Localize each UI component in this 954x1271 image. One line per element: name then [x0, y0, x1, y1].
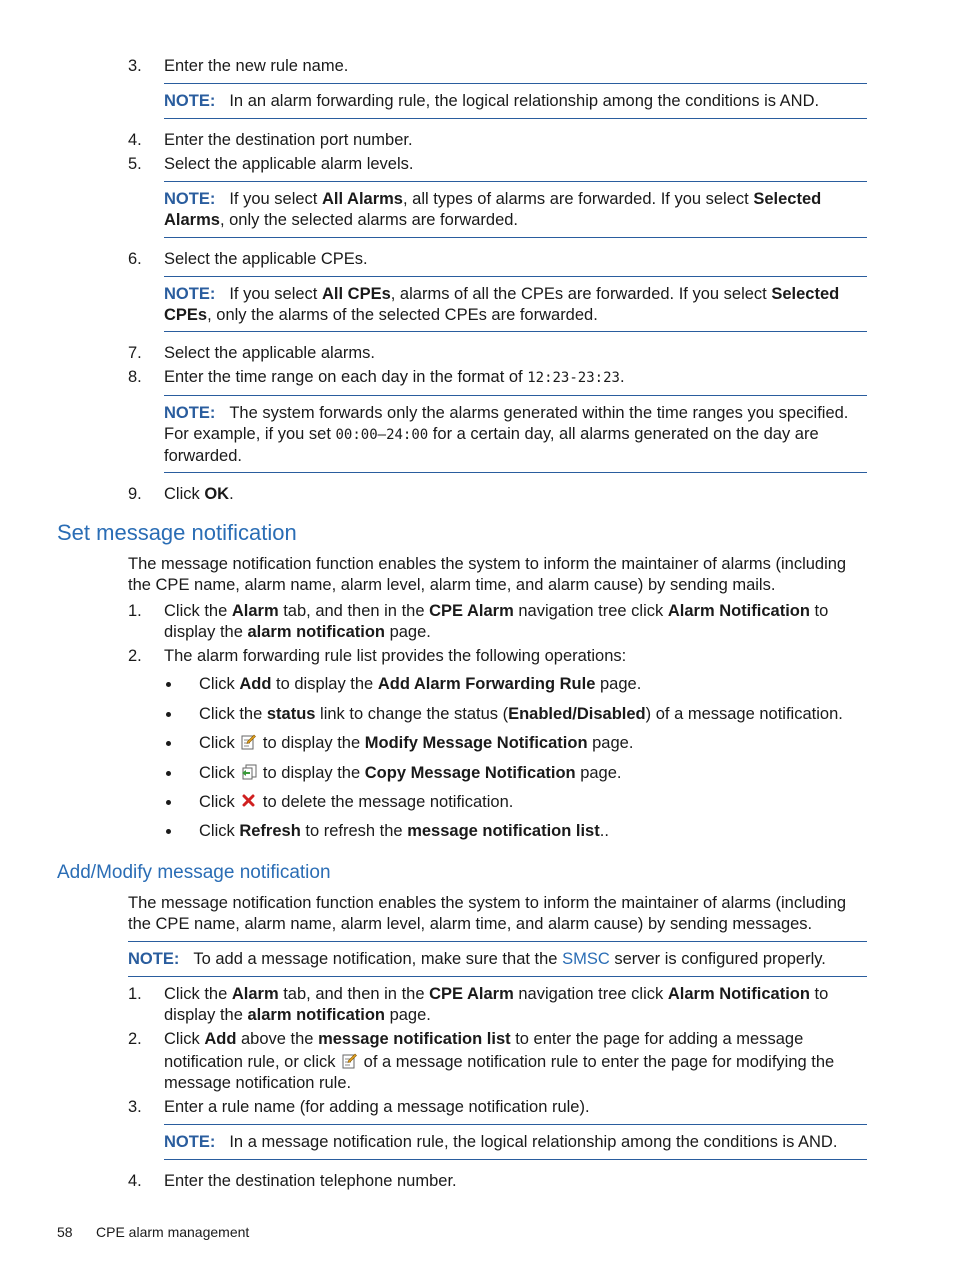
step-text-part: tab, and then in the — [278, 602, 430, 620]
bullet-text — [199, 792, 513, 813]
step-bold: alarm notification — [247, 623, 385, 641]
bullet-bold: Refresh — [239, 822, 301, 840]
step-text: Enter the destination port number. — [164, 131, 413, 149]
step-text-part: page. — [385, 623, 431, 641]
step-text-part: of a message notification rule to enter the page for modifying the — [359, 1053, 835, 1071]
step-text — [164, 1029, 803, 1050]
note-label: NOTE: — [164, 92, 216, 110]
step-text-part: Click — [164, 1030, 205, 1048]
note-box — [164, 181, 867, 238]
step-text — [164, 367, 625, 389]
step-text-part: Click the — [164, 985, 232, 1003]
step-text — [164, 484, 234, 505]
bullet-text — [199, 674, 641, 695]
step-text — [164, 622, 431, 643]
step-text: message notification rule. — [164, 1074, 352, 1092]
note-text: , all types of alarms are forwarded. If you select — [403, 190, 754, 208]
bullet-bold: Enabled/Disabled — [508, 705, 646, 723]
bullet-text-part: page. — [575, 764, 622, 782]
step-text-part: display the — [164, 1006, 248, 1024]
edit-icon[interactable] — [241, 734, 256, 750]
step-text-part: Click — [164, 485, 205, 503]
step-bold: CPE Alarm — [429, 985, 514, 1003]
note-bold: Selected — [771, 285, 840, 303]
note-label: NOTE: — [164, 404, 216, 422]
note-label: NOTE: — [128, 950, 180, 968]
note-text: In a message notification rule, the logical relationship among the conditions is AND. — [229, 1133, 838, 1151]
note-bold: CPEs — [164, 306, 208, 324]
bullet-bold: status — [266, 705, 316, 723]
step-bold: Alarm — [231, 602, 279, 620]
step-number: 3. — [128, 1098, 142, 1116]
intro-line: the CPE name, alarm name, alarm level, alarm time, and alarm cause) by sending messages. — [128, 915, 813, 933]
step-text-part: to — [809, 985, 829, 1003]
note-box — [164, 276, 867, 332]
bullet-text-part: Click the — [199, 705, 267, 723]
step-bold: Add — [204, 1030, 237, 1048]
bullet-text — [199, 733, 633, 754]
time-format-code: 12:23-23:23 — [527, 370, 620, 386]
note-text: For example, if you set — [164, 425, 336, 443]
step-text-part: . — [229, 485, 234, 503]
note-box — [164, 1124, 867, 1160]
bullet-text — [199, 763, 622, 784]
bullet-text-part: Click — [199, 734, 240, 752]
step-number: 3. — [128, 57, 142, 75]
step-text-part: notification rule, or click — [164, 1053, 341, 1071]
note-text: To add a message notification, make sure that the — [193, 950, 563, 968]
step-text-part: Click the — [164, 602, 232, 620]
intro-line: The message notification function enables the system to inform the maintainer of alarms (including — [128, 555, 847, 573]
note-text: for a certain day, all alarms generated on the day are — [428, 425, 819, 443]
step-text-part: to — [809, 602, 829, 620]
copy-icon[interactable] — [241, 764, 256, 780]
bullet-text-part: Click — [199, 822, 240, 840]
step-text: The alarm forwarding rule list provides the following operations: — [164, 647, 627, 665]
page-number: 58 — [57, 1224, 73, 1240]
step-text-part: display the — [164, 623, 248, 641]
bullet-text-part: Click — [199, 675, 240, 693]
step-number: 1. — [128, 985, 142, 1003]
step-number: 9. — [128, 485, 142, 503]
step-number: 4. — [128, 1172, 142, 1190]
note-box — [164, 83, 867, 119]
step-text — [164, 984, 828, 1005]
step-number: 7. — [128, 344, 142, 362]
note-text: , only the selected alarms are forwarded. — [219, 211, 519, 229]
note-text: In an alarm forwarding rule, the logical relationship among the conditions is AND. — [229, 92, 820, 110]
note-text: forwarded. — [164, 447, 242, 465]
step-number: 5. — [128, 155, 142, 173]
bullet-text-part: to delete the message notification. — [258, 793, 514, 811]
step-bold: Alarm — [231, 985, 279, 1003]
intro-line: The message notification function enables the system to inform the maintainer of alarms (including — [128, 894, 847, 912]
step-text-part: to enter the page for adding a message — [510, 1030, 804, 1048]
note-label: NOTE: — [164, 190, 216, 208]
step-bold: alarm notification — [247, 1006, 385, 1024]
step-number: 4. — [128, 131, 142, 149]
bullet-text-part: link to change the status ( — [315, 705, 509, 723]
note-bold: Alarms — [164, 211, 220, 229]
bullet-text — [199, 821, 609, 842]
step-text-part: navigation tree click — [513, 602, 668, 620]
subsection-heading: Add/Modify message notification — [57, 862, 331, 883]
note-text: server is configured properly. — [609, 950, 826, 968]
edit-icon[interactable] — [342, 1053, 357, 1069]
step-text — [164, 1052, 834, 1073]
note-bold: Selected — [753, 190, 822, 208]
delete-icon[interactable] — [241, 793, 256, 809]
bullet-bold: Add — [239, 675, 272, 693]
step-text-part: . — [619, 368, 625, 386]
step-text-part: page. — [385, 1006, 431, 1024]
step-text — [164, 1005, 431, 1026]
bullet-bold: message notification list — [407, 822, 600, 840]
step-bold: message notification list — [318, 1030, 511, 1048]
step-number: 2. — [128, 1030, 142, 1048]
step-text-part: navigation tree click — [513, 985, 668, 1003]
intro-line: the CPE name, alarm name, alarm level, alarm time, and alarm cause) by sending mails. — [128, 576, 776, 594]
bullet-text-part: to display the — [258, 734, 365, 752]
step-text: Select the applicable CPEs. — [164, 250, 368, 268]
bullet-text-part: .. — [599, 822, 609, 840]
bullet-text-part: to display the — [271, 675, 378, 693]
step-bold: OK — [204, 485, 230, 503]
note-box — [164, 395, 867, 473]
bullet-text-part: to display the — [258, 764, 365, 782]
time-range-code: 00:00–24:00 — [335, 427, 429, 443]
section-heading: Set message notification — [57, 520, 297, 545]
note-text: The system forwards only the alarms generated within the time ranges you specified. — [229, 404, 849, 422]
bullet-text-part: page. — [595, 675, 642, 693]
bullet-text-part: ) of a message notification. — [645, 705, 843, 723]
step-bold: Alarm Notification — [667, 985, 810, 1003]
step-text: Enter the new rule name. — [164, 57, 349, 75]
step-text-part: tab, and then in the — [278, 985, 430, 1003]
note-text: If you select — [229, 190, 322, 208]
step-number: 1. — [128, 602, 142, 620]
note-text: , only the alarms of the selected CPEs are forwarded. — [207, 306, 598, 324]
note-bold: All CPEs — [321, 285, 391, 303]
bullet-text — [199, 704, 843, 725]
note-label: NOTE: — [164, 285, 216, 303]
bullet-bold: Copy Message Notification — [364, 764, 576, 782]
bullet-text-part: page. — [587, 734, 634, 752]
bullet-text-part: to refresh the — [300, 822, 408, 840]
step-number: 8. — [128, 368, 142, 386]
footer-title: CPE alarm management — [96, 1224, 250, 1240]
step-number: 2. — [128, 647, 142, 665]
bullet-text-part: Click — [199, 764, 240, 782]
step-text: Select the applicable alarm levels. — [164, 155, 414, 173]
note-text: If you select — [229, 285, 322, 303]
step-number: 6. — [128, 250, 142, 268]
note-box — [128, 941, 867, 977]
bullet-bold: Modify Message Notification — [364, 734, 588, 752]
step-text — [164, 601, 828, 622]
note-text: , alarms of all the CPEs are forwarded. If you select — [390, 285, 772, 303]
step-text: Enter a rule name (for adding a message notification rule). — [164, 1098, 590, 1116]
note-bold: All Alarms — [321, 190, 403, 208]
bullet-text-part: Click — [199, 793, 240, 811]
smsc-link[interactable]: SMSC — [562, 950, 610, 968]
step-text: Enter the destination telephone number. — [164, 1172, 457, 1190]
bullet-bold: Add Alarm Forwarding Rule — [377, 675, 596, 693]
step-bold: Alarm Notification — [667, 602, 810, 620]
step-text-part: Enter the time range on each day in the format of — [164, 368, 528, 386]
step-text: Select the applicable alarms. — [164, 344, 375, 362]
step-bold: CPE Alarm — [429, 602, 514, 620]
note-label: NOTE: — [164, 1133, 216, 1151]
step-text-part: above the — [236, 1030, 319, 1048]
